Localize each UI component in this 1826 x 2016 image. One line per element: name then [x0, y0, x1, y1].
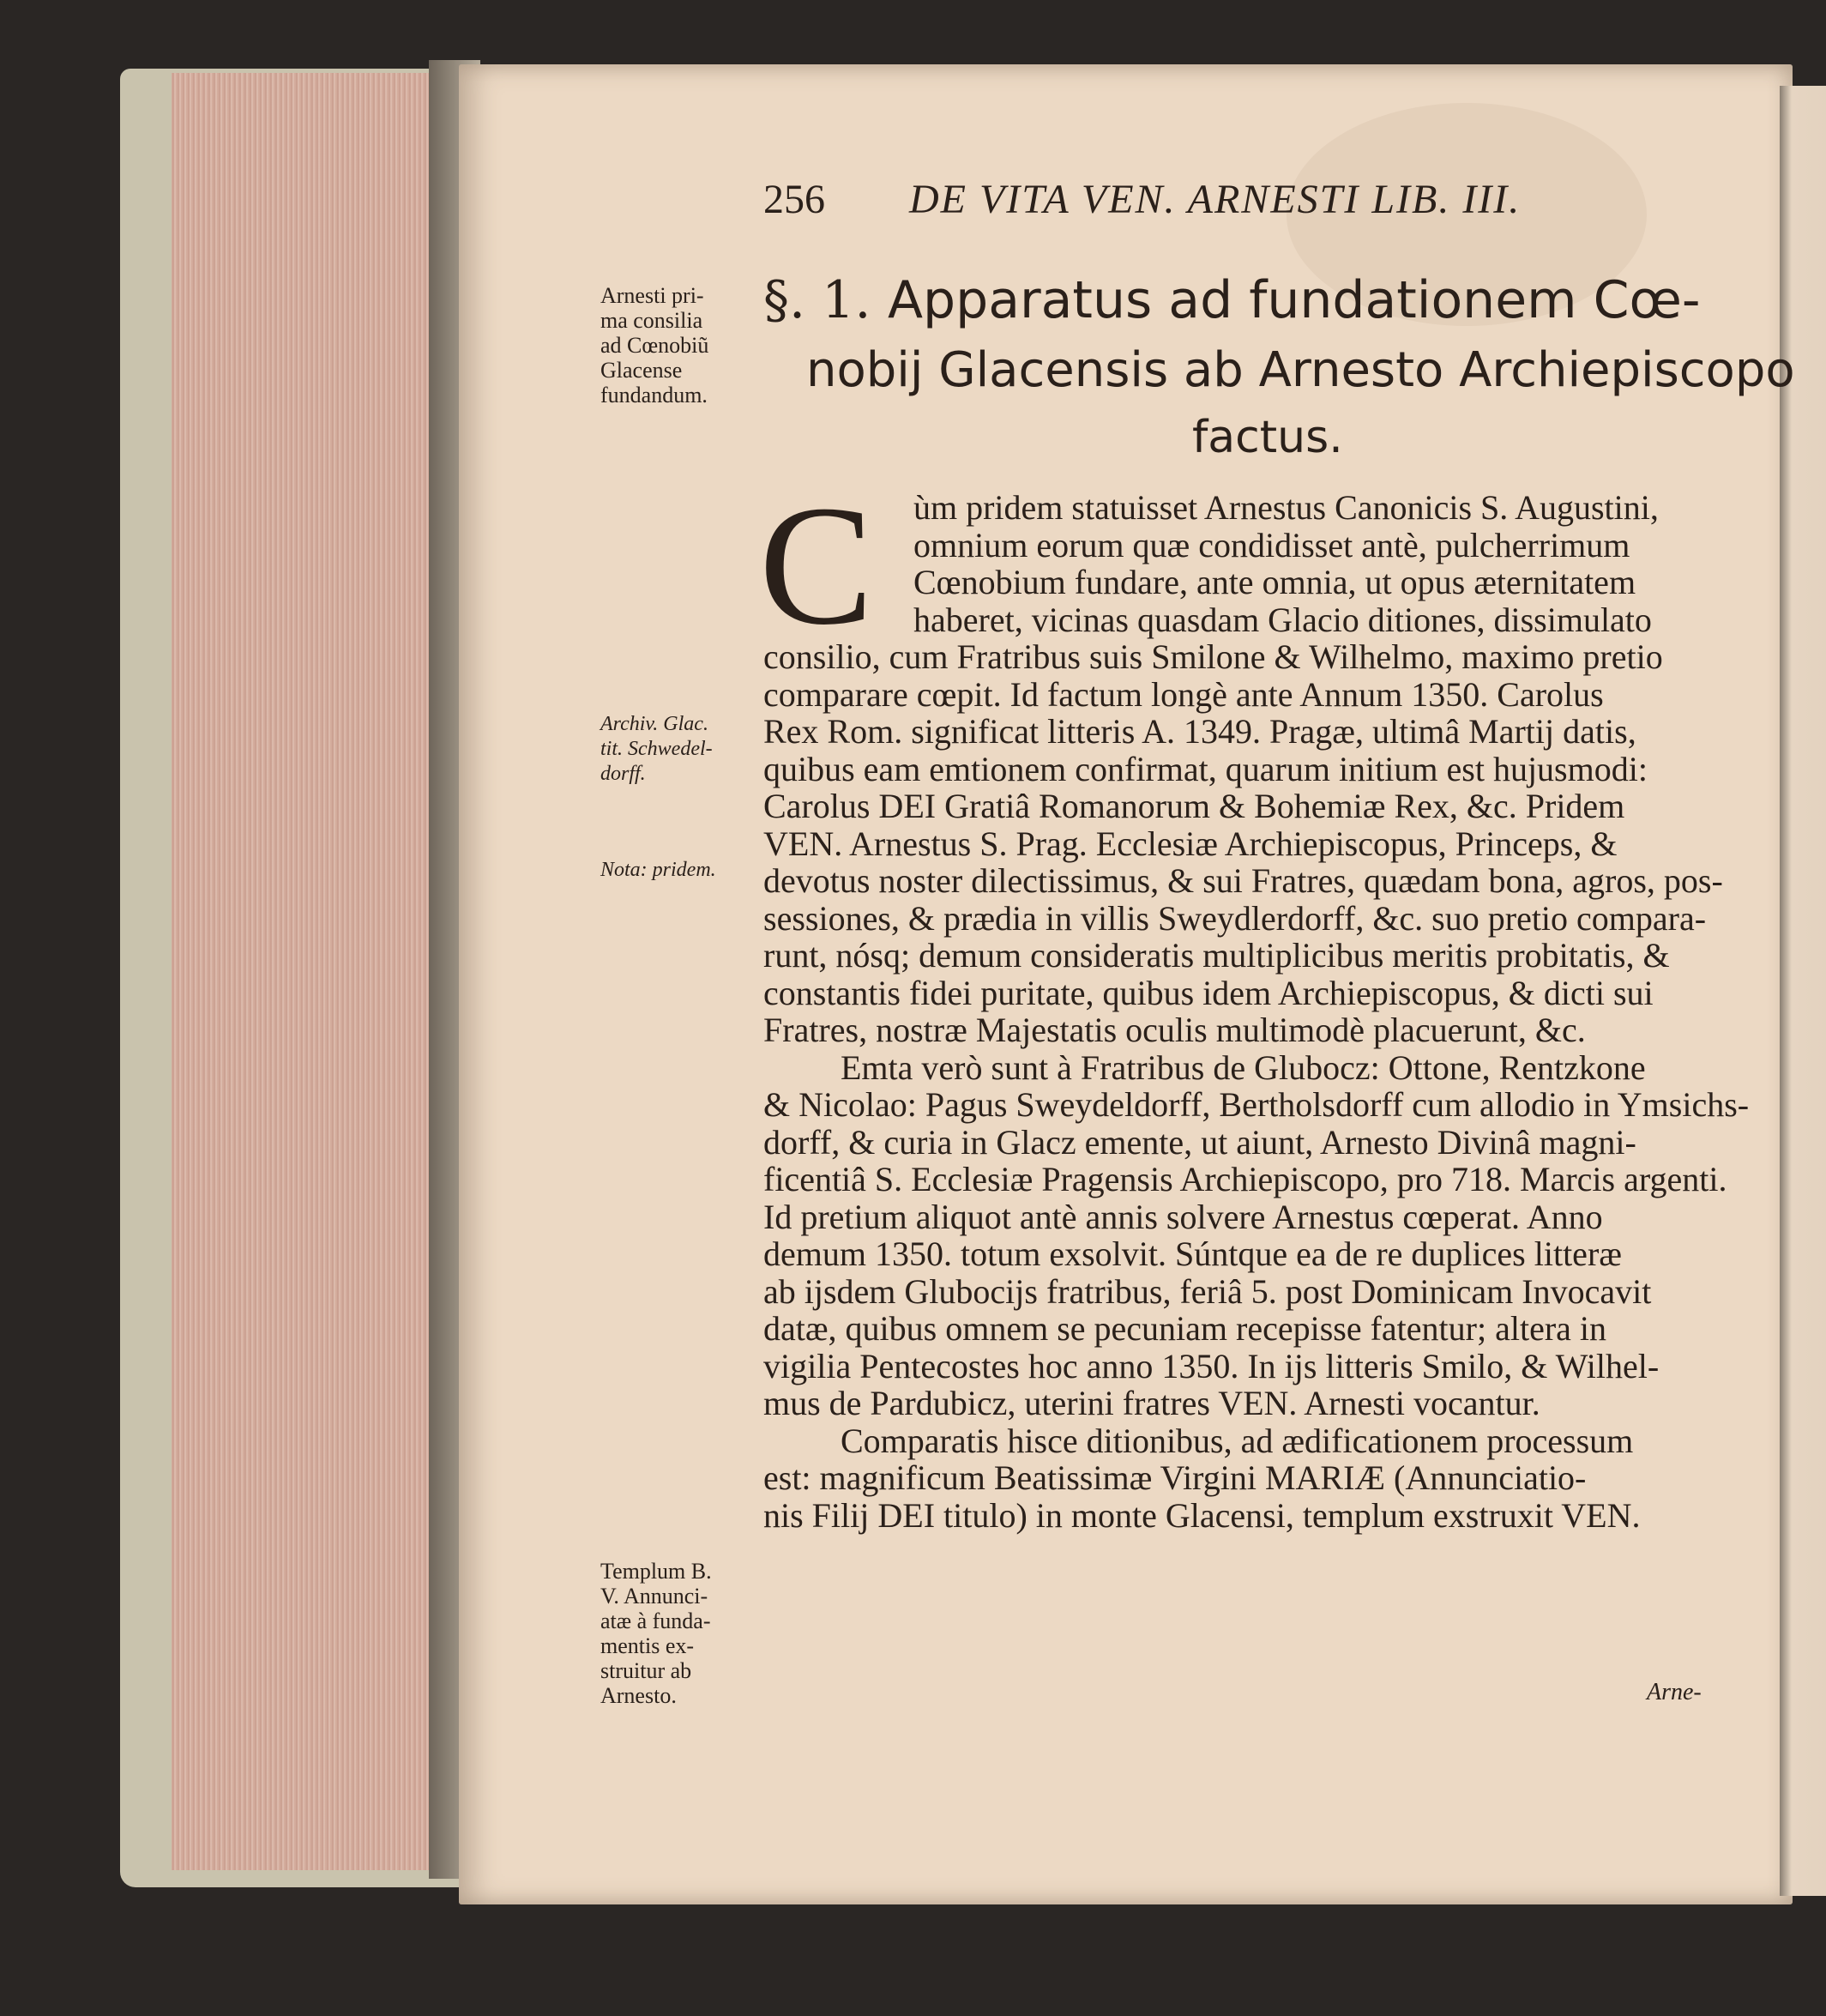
- body-line: Cœnobium fundare, ante omnia, ut opus æternitatem: [913, 563, 1636, 601]
- margin-note-archiv: Archiv. Glac. tit. Schwedel- dorff.: [600, 713, 713, 785]
- body-line: Carolus DEI Gratiâ Romanorum & Bohemiæ Rex, &c. Pridem: [763, 787, 1625, 825]
- running-title: DE VITA VEN. ARNESTI LIB. III.: [909, 177, 1522, 222]
- body-line: comparare cœpit. Id factum longè ante Annum 1350. Carolus: [763, 674, 1604, 714]
- body-line: omnium eorum quæ condidisset antè, pulcherrimum: [913, 525, 1630, 564]
- margin-note-arnesti-consilia: Arnesti pri- ma consilia ad Cœnobiũ Glacense fundandum.: [600, 283, 709, 407]
- running-header: [763, 176, 1715, 227]
- body-line: demum 1350. totum exsolvit. Súntque ea de re duplices litteræ: [763, 1234, 1622, 1273]
- section-mark: §. 1.: [763, 270, 871, 330]
- body-line: quibus eam emtionem confirmat, quarum initium est hujusmodi:: [763, 749, 1648, 788]
- margin-note-templum: Templum B. V. Annunci- atæ à funda- mentis ex- struitur ab Arnesto.: [600, 1559, 712, 1708]
- body-line: ùm pridem statuisset Arnestus Canonicis S. Augustini,: [913, 488, 1659, 527]
- body-line: datæ, quibus omnem se pecuniam recepisse fatentur; altera in: [763, 1309, 1607, 1348]
- drop-capital: C: [759, 471, 874, 661]
- page-edges: [172, 73, 455, 1870]
- body-line: nis Filij DEI titulo) in monte Glacensi, templum exstruxit VEN.: [763, 1495, 1641, 1535]
- page-number: 256: [763, 177, 825, 222]
- body-line: dorff, & curia in Glacz emente, ut aiunt, Arnesto Divinâ magni-: [763, 1122, 1636, 1162]
- body-line: ab ijsdem Glubocijs fratribus, feriâ 5. post Dominicam Invocavit: [763, 1271, 1652, 1311]
- body-line: VEN. Arnestus S. Prag. Ecclesiæ Archiepiscopus, Princeps, &: [763, 824, 1618, 863]
- body-line: runt, nósq; demum consideratis multiplicibus meritis probitatis, &: [763, 936, 1670, 975]
- body-line: constantis fidei puritate, quibus idem Archiepiscopus, & dicti sui: [763, 973, 1654, 1012]
- body-line: mus de Pardubicz, uterini fratres VEN. Arnesti vocantur.: [763, 1384, 1540, 1422]
- body-line: Emta verò sunt à Fratribus de Glubocz: Ottone, Rentzkone: [841, 1047, 1646, 1087]
- body-line: sessiones, & prædia in villis Sweydlerdorff, &c. suo pretio compara-: [763, 898, 1707, 938]
- body-line: est: magnificum Beatissimæ Virgini MARIÆ (Annunciatio-: [763, 1458, 1587, 1497]
- title-line-2: nobij Glacensis ab Arnesto Archiepiscopo: [806, 342, 1795, 398]
- body-line: haberet, vicinas quasdam Glacio ditiones, dissimulato: [913, 600, 1652, 639]
- body-line: consilio, cum Fratribus suis Smilone & Wilhelmo, maximo pretio: [763, 637, 1663, 676]
- body-line: devotus noster dilectissimus, & sui Fratres, quædam bona, agros, pos-: [763, 861, 1723, 900]
- body-line: & Nicolao: Pagus Sweydeldorff, Bertholsdorff cum allodio in Ymsichs-: [763, 1085, 1750, 1124]
- title-line-3: factus.: [1192, 412, 1343, 463]
- body-line: vigilia Pentecostes hoc anno 1350. In ijs litteris Smilo, & Wilhel-: [763, 1346, 1660, 1385]
- body-line: Id pretium aliquot antè annis solvere Arnestus cœperat. Anno: [763, 1197, 1603, 1236]
- body-line: Rex Rom. significat litteris A. 1349. Pragæ, ultimâ Martij datis,: [763, 712, 1636, 751]
- title-line-1: Apparatus ad fundationem Cœ-: [888, 270, 1701, 330]
- body-line: ficentiâ S. Ecclesiæ Pragensis Archiepiscopo, pro 718. Marcis argenti.: [763, 1160, 1727, 1198]
- margin-note-nota: Nota: pridem.: [600, 859, 716, 881]
- body-line: Fratres, nostræ Majestatis oculis multimodè placuerunt, &c.: [763, 1011, 1586, 1049]
- body-line: Comparatis hisce ditionibus, ad ædificationem processum: [841, 1421, 1634, 1460]
- catchword: Arne-: [1647, 1679, 1702, 1705]
